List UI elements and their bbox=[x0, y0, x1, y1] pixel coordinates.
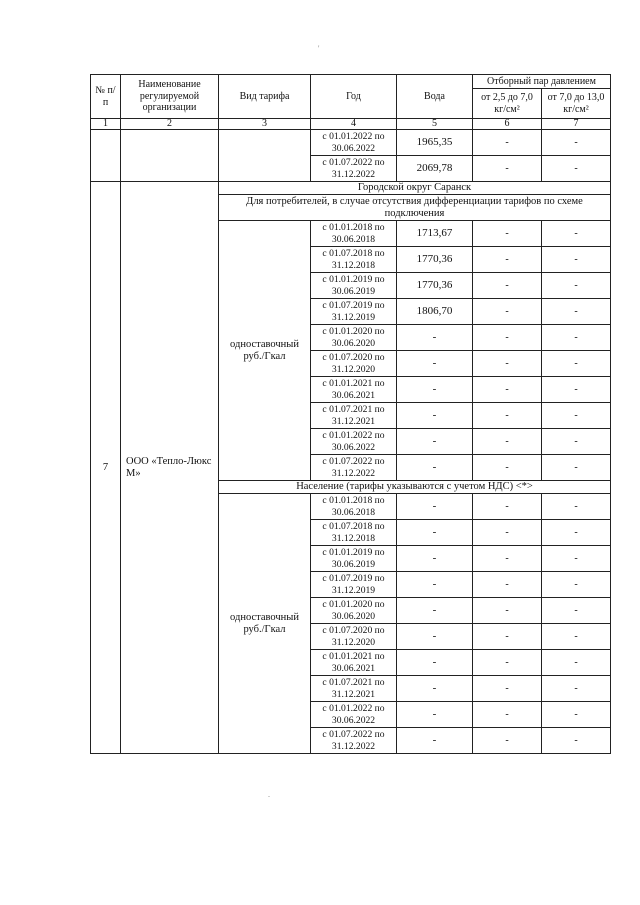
section2-rows-date-cell: с 01.01.2018 по 30.06.2018 bbox=[311, 494, 397, 520]
section1-rows-steam-b-cell: - bbox=[542, 325, 611, 351]
prev-num-cell bbox=[91, 130, 121, 182]
tariff-table-wrapper bbox=[90, 74, 610, 754]
section2-rows-steam-a-cell: - bbox=[473, 624, 542, 650]
section1-rows-steam-b-cell: - bbox=[542, 247, 611, 273]
section2-rows-steam-a-cell: - bbox=[473, 598, 542, 624]
section1-rows-date-cell: с 01.01.2021 по 30.06.2021 bbox=[311, 377, 397, 403]
section1-rows-steam-a-cell: - bbox=[473, 403, 542, 429]
col-number-2: 2 bbox=[121, 119, 219, 130]
tariff-table bbox=[90, 74, 611, 754]
prev_rows-steam-b-cell: - bbox=[542, 130, 611, 156]
section1-rows-date-cell: с 01.07.2020 по 31.12.2020 bbox=[311, 351, 397, 377]
section1-rows-steam-b-cell: - bbox=[542, 455, 611, 481]
header-steam-a-text: от 2,5 до 7,0 кг/см² bbox=[481, 92, 533, 115]
section1-tariff-type: одноставочный руб./Гкал bbox=[219, 221, 311, 481]
section2-rows-date-cell: с 01.07.2021 по 31.12.2021 bbox=[311, 676, 397, 702]
section1-rows-steam-a-cell: - bbox=[473, 247, 542, 273]
section1-rows-steam-a-cell: - bbox=[473, 455, 542, 481]
header-steam-b bbox=[542, 89, 611, 119]
section1-rows-steam-b-cell: - bbox=[542, 299, 611, 325]
section2-rows-date-cell: с 01.07.2020 по 31.12.2020 bbox=[311, 624, 397, 650]
section2-rows-steam-a-cell: - bbox=[473, 546, 542, 572]
section2-rows-steam-b-cell: - bbox=[542, 520, 611, 546]
section2-rows-steam-a-cell: - bbox=[473, 572, 542, 598]
prev_rows-steam-b-cell: - bbox=[542, 156, 611, 182]
col-number-6: 6 bbox=[473, 119, 542, 130]
section1-rows-date-cell: с 01.01.2018 по 30.06.2018 bbox=[311, 221, 397, 247]
section1-rows-steam-a-cell: - bbox=[473, 377, 542, 403]
header-water: Вода bbox=[397, 75, 473, 119]
section2-rows-water-cell: - bbox=[397, 598, 473, 624]
section2-rows-water-cell: - bbox=[397, 624, 473, 650]
section2-rows-date-cell: с 01.07.2019 по 31.12.2019 bbox=[311, 572, 397, 598]
section1-rows-water-cell: - bbox=[397, 429, 473, 455]
section2-rows-water-cell: - bbox=[397, 494, 473, 520]
section1-rows-water-cell: 1770,36 bbox=[397, 273, 473, 299]
section1-rows-steam-a-cell: - bbox=[473, 325, 542, 351]
org-number: 7 bbox=[91, 182, 121, 754]
section1-rows-water-cell: - bbox=[397, 351, 473, 377]
col-number-4: 4 bbox=[311, 119, 397, 130]
table-row bbox=[91, 130, 611, 156]
section2-rows-steam-a-cell: - bbox=[473, 520, 542, 546]
section1-rows-date-cell: с 01.07.2018 по 31.12.2018 bbox=[311, 247, 397, 273]
section2-rows-date-cell: с 01.07.2018 по 31.12.2018 bbox=[311, 520, 397, 546]
org-name: ООО «Тепло-Люкс М» bbox=[121, 182, 219, 754]
section2-rows-date-cell: с 01.01.2021 по 30.06.2021 bbox=[311, 650, 397, 676]
section2-rows-date-cell: с 01.07.2022 по 31.12.2022 bbox=[311, 728, 397, 754]
section2-rows-steam-b-cell: - bbox=[542, 546, 611, 572]
section2-rows-steam-a-cell: - bbox=[473, 494, 542, 520]
section1-rows-steam-b-cell: - bbox=[542, 273, 611, 299]
section1-rows-steam-b-cell: - bbox=[542, 351, 611, 377]
section1-rows-water-cell: - bbox=[397, 455, 473, 481]
prev_rows-date-cell: с 01.07.2022 по 31.12.2022 bbox=[311, 156, 397, 182]
district-row bbox=[91, 182, 611, 195]
section2-title: Население (тарифы указываются с учетом НДС) <*> bbox=[219, 481, 611, 494]
prev_rows-water-cell: 1965,35 bbox=[397, 130, 473, 156]
section2-rows-water-cell: - bbox=[397, 728, 473, 754]
section2-rows-water-cell: - bbox=[397, 546, 473, 572]
prev-type-cell bbox=[219, 130, 311, 182]
prev_rows-steam-a-cell: - bbox=[473, 156, 542, 182]
section1-rows-steam-b-cell: - bbox=[542, 403, 611, 429]
header-steam-b-text: от 7,0 до 13,0 кг/см² bbox=[547, 92, 605, 115]
prev_rows-steam-a-cell: - bbox=[473, 130, 542, 156]
section2-rows-date-cell: с 01.01.2019 по 30.06.2019 bbox=[311, 546, 397, 572]
section2-rows-steam-b-cell: - bbox=[542, 702, 611, 728]
section1-rows-date-cell: с 01.01.2020 по 30.06.2020 bbox=[311, 325, 397, 351]
section1-rows-water-cell: - bbox=[397, 377, 473, 403]
section1-rows-steam-b-cell: - bbox=[542, 429, 611, 455]
section2-rows-steam-b-cell: - bbox=[542, 624, 611, 650]
section2-rows-steam-a-cell: - bbox=[473, 676, 542, 702]
prev-org-cell bbox=[121, 130, 219, 182]
section2-rows-steam-a-cell: - bbox=[473, 702, 542, 728]
header-tariff-type: Вид тарифа bbox=[219, 75, 311, 119]
section2-rows-water-cell: - bbox=[397, 520, 473, 546]
header-steam-a bbox=[473, 89, 542, 119]
section1-rows-water-cell: 1770,36 bbox=[397, 247, 473, 273]
section1-rows-water-cell: 1713,67 bbox=[397, 221, 473, 247]
col-number-5: 5 bbox=[397, 119, 473, 130]
section2-tariff-type: одноставочный руб./Гкал bbox=[219, 494, 311, 754]
section2-rows-steam-b-cell: - bbox=[542, 494, 611, 520]
district-title: Городской округ Саранск bbox=[219, 182, 611, 195]
header-steam: Отборный пар давлением bbox=[473, 75, 611, 89]
section2-rows-date-cell: с 01.01.2020 по 30.06.2020 bbox=[311, 598, 397, 624]
section1-rows-steam-a-cell: - bbox=[473, 429, 542, 455]
section2-rows-steam-a-cell: - bbox=[473, 728, 542, 754]
section2-rows-steam-b-cell: - bbox=[542, 572, 611, 598]
section1-rows-date-cell: с 01.01.2019 по 30.06.2019 bbox=[311, 273, 397, 299]
section2-rows-steam-b-cell: - bbox=[542, 650, 611, 676]
col-number-1: 1 bbox=[91, 119, 121, 130]
section1-rows-date-cell: с 01.07.2021 по 31.12.2021 bbox=[311, 403, 397, 429]
scan-mark-top: ' bbox=[318, 44, 320, 53]
section1-rows-steam-a-cell: - bbox=[473, 351, 542, 377]
header-org: Наименование регулируемой организации bbox=[121, 75, 219, 119]
section1-rows-water-cell: - bbox=[397, 325, 473, 351]
section2-rows-steam-a-cell: - bbox=[473, 650, 542, 676]
section1-title: Для потребителей, в случае отсутствия дифференциации тарифов по схеме подключения bbox=[219, 195, 611, 221]
section1-rows-water-cell: - bbox=[397, 403, 473, 429]
col-number-7: 7 bbox=[542, 119, 611, 130]
section2-rows-water-cell: - bbox=[397, 702, 473, 728]
section2-rows-steam-b-cell: - bbox=[542, 728, 611, 754]
section1-rows-steam-a-cell: - bbox=[473, 221, 542, 247]
col-number-3: 3 bbox=[219, 119, 311, 130]
prev_rows-date-cell: с 01.01.2022 по 30.06.2022 bbox=[311, 130, 397, 156]
header-year: Год bbox=[311, 75, 397, 119]
section2-rows-water-cell: - bbox=[397, 650, 473, 676]
section1-rows-date-cell: с 01.01.2022 по 30.06.2022 bbox=[311, 429, 397, 455]
section2-rows-steam-b-cell: - bbox=[542, 676, 611, 702]
section1-rows-water-cell: 1806,70 bbox=[397, 299, 473, 325]
section2-rows-water-cell: - bbox=[397, 676, 473, 702]
section1-rows-steam-b-cell: - bbox=[542, 221, 611, 247]
section2-rows-steam-b-cell: - bbox=[542, 598, 611, 624]
section1-rows-steam-a-cell: - bbox=[473, 273, 542, 299]
prev_rows-water-cell: 2069,78 bbox=[397, 156, 473, 182]
section2-rows-date-cell: с 01.01.2022 по 30.06.2022 bbox=[311, 702, 397, 728]
section1-rows-date-cell: с 01.07.2022 по 31.12.2022 bbox=[311, 455, 397, 481]
header-num: № п/п bbox=[91, 75, 121, 119]
section2-rows-water-cell: - bbox=[397, 572, 473, 598]
section1-rows-date-cell: с 01.07.2019 по 31.12.2019 bbox=[311, 299, 397, 325]
section1-rows-steam-b-cell: - bbox=[542, 377, 611, 403]
scan-mark-bottom: . bbox=[268, 790, 270, 799]
section1-rows-steam-a-cell: - bbox=[473, 299, 542, 325]
